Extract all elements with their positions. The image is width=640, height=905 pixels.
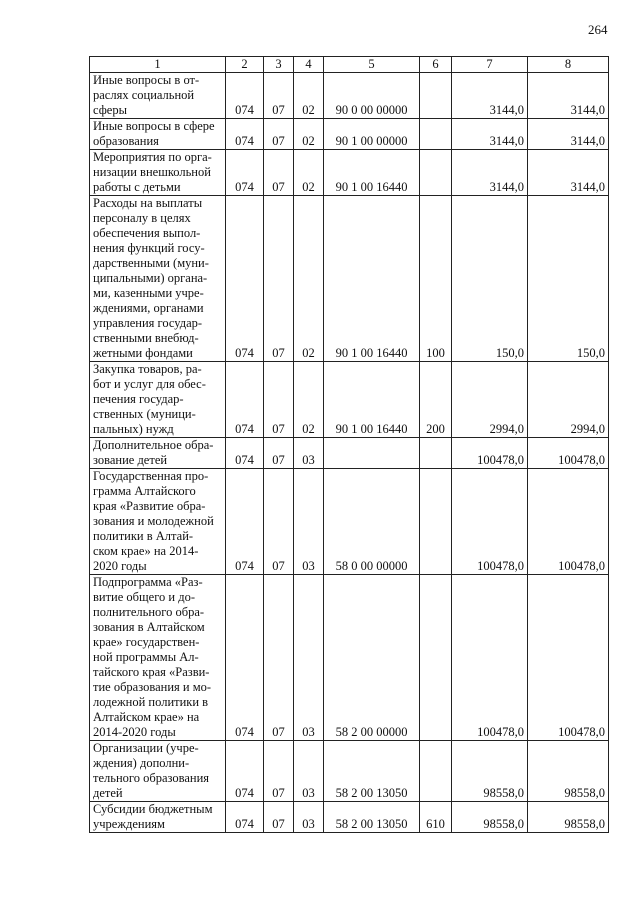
row-name-line: Расходы на выплаты: [93, 196, 203, 210]
row-name-cell: [90, 469, 226, 575]
ministry-code-cell: 074: [226, 741, 264, 802]
ministry-code-cell: 074: [226, 150, 264, 196]
column-header: 2: [226, 57, 264, 73]
subsection-code-cell: 03: [294, 438, 324, 469]
target-article-cell: 58 2 00 13050: [324, 741, 420, 802]
column-header: 8: [528, 57, 609, 73]
row-name-line: Государственная про-: [93, 469, 209, 483]
row-name-line: Иные вопросы в от-: [93, 73, 200, 87]
row-name-line: ми, казенными учре-: [93, 286, 204, 300]
row-name-line: ной программы Ал-: [93, 650, 199, 664]
row-name-line: полнительного обра-: [93, 605, 205, 619]
row-name-cell: [90, 196, 226, 362]
target-article-cell: 58 2 00 00000: [324, 575, 420, 741]
section-code-cell: 07: [264, 73, 294, 119]
target-article-cell: [324, 438, 420, 469]
subsection-code-cell: 02: [294, 150, 324, 196]
expense-type-cell: 610: [420, 802, 452, 833]
amount-cell: 3144,0: [528, 73, 609, 119]
row-name-line: крае» государствен-: [93, 635, 200, 649]
ministry-code-cell: 074: [226, 575, 264, 741]
row-name-line: управления государ-: [93, 316, 203, 330]
row-name-line: сферы: [93, 103, 127, 117]
section-code-cell: 07: [264, 362, 294, 438]
row-name-line: ственных (муници-: [93, 407, 196, 421]
expense-type-cell: 100: [420, 196, 452, 362]
amount-cell: 100478,0: [452, 575, 528, 741]
amount-cell: 98558,0: [528, 802, 609, 833]
row-name-line: края «Развитие обра-: [93, 499, 206, 513]
amount-cell: 98558,0: [452, 802, 528, 833]
amount-cell: 3144,0: [452, 73, 528, 119]
table-row: [90, 73, 609, 119]
amount-cell: 100478,0: [528, 469, 609, 575]
expense-type-cell: [420, 575, 452, 741]
subsection-code-cell: 02: [294, 362, 324, 438]
ministry-code-cell: 074: [226, 362, 264, 438]
amount-cell: 100478,0: [528, 575, 609, 741]
amount-cell: 3144,0: [452, 119, 528, 150]
header-row: [90, 57, 609, 73]
amount-cell: 150,0: [452, 196, 528, 362]
amount-cell: 100478,0: [452, 469, 528, 575]
section-code-cell: 07: [264, 575, 294, 741]
row-name-line: печения государ-: [93, 392, 184, 406]
row-name-line: Мероприятия по орга-: [93, 150, 212, 164]
section-code-cell: 07: [264, 469, 294, 575]
ministry-code-cell: 074: [226, 802, 264, 833]
row-name-line: 2014-2020 годы: [93, 725, 176, 739]
target-article-cell: 90 1 00 16440: [324, 196, 420, 362]
column-header: 6: [420, 57, 452, 73]
subsection-code-cell: 03: [294, 741, 324, 802]
subsection-code-cell: 02: [294, 119, 324, 150]
row-name-line: витие общего и до-: [93, 590, 195, 604]
amount-cell: 100478,0: [528, 438, 609, 469]
amount-cell: 100478,0: [452, 438, 528, 469]
row-name-line: обеспечения выпол-: [93, 226, 201, 240]
row-name-cell: [90, 150, 226, 196]
row-name-line: образования: [93, 134, 159, 148]
row-name-line: ципальными) органа-: [93, 271, 208, 285]
row-name-line: зования и молодежной: [93, 514, 214, 528]
expense-type-cell: [420, 741, 452, 802]
amount-cell: 98558,0: [528, 741, 609, 802]
row-name-line: зование детей: [93, 453, 168, 467]
budget-table: [89, 56, 609, 833]
table-row: [90, 362, 609, 438]
table-row: [90, 150, 609, 196]
row-name-line: тие образования и мо-: [93, 680, 212, 694]
ministry-code-cell: 074: [226, 196, 264, 362]
row-name-line: Дополнительное обра-: [93, 438, 214, 452]
subsection-code-cell: 03: [294, 469, 324, 575]
section-code-cell: 07: [264, 150, 294, 196]
row-name-line: низации внешкольной: [93, 165, 211, 179]
column-header: 5: [324, 57, 420, 73]
target-article-cell: 90 1 00 00000: [324, 119, 420, 150]
table-row: [90, 469, 609, 575]
expense-type-cell: [420, 150, 452, 196]
amount-cell: 2994,0: [528, 362, 609, 438]
row-name-line: Субсидии бюджетным: [93, 802, 213, 816]
row-name-line: лодежной политики в: [93, 695, 209, 709]
row-name-line: учреждениям: [93, 817, 165, 831]
row-name-line: зования в Алтайском: [93, 620, 205, 634]
amount-cell: 98558,0: [452, 741, 528, 802]
target-article-cell: 90 1 00 16440: [324, 362, 420, 438]
row-name-line: ском крае» на 2014-: [93, 544, 199, 558]
row-name-cell: [90, 741, 226, 802]
row-name-line: тельного образования: [93, 771, 210, 785]
amount-cell: 150,0: [528, 196, 609, 362]
amount-cell: 3144,0: [528, 150, 609, 196]
row-name-line: работы с детьми: [93, 180, 181, 194]
row-name-line: Закупка товаров, ра-: [93, 362, 202, 376]
table-row: [90, 575, 609, 741]
table-row: [90, 119, 609, 150]
ministry-code-cell: 074: [226, 119, 264, 150]
expense-type-cell: 200: [420, 362, 452, 438]
row-name-cell: [90, 362, 226, 438]
table-row: [90, 741, 609, 802]
row-name-line: тайского края «Разви-: [93, 665, 210, 679]
row-name-line: ственными внебюд-: [93, 331, 199, 345]
section-code-cell: 07: [264, 438, 294, 469]
row-name-line: дарственными (муни-: [93, 256, 209, 270]
amount-cell: 2994,0: [452, 362, 528, 438]
row-name-line: раслях социальной: [93, 88, 195, 102]
subsection-code-cell: 03: [294, 802, 324, 833]
ministry-code-cell: 074: [226, 438, 264, 469]
amount-cell: 3144,0: [528, 119, 609, 150]
expense-type-cell: [420, 119, 452, 150]
row-name-line: грамма Алтайского: [93, 484, 196, 498]
target-article-cell: 90 1 00 16440: [324, 150, 420, 196]
table-row: [90, 802, 609, 833]
row-name-line: Организации (учре-: [93, 741, 199, 755]
column-header: 7: [452, 57, 528, 73]
row-name-cell: [90, 119, 226, 150]
row-name-line: Подпрограмма «Раз-: [93, 575, 203, 589]
row-name-line: жетными фондами: [93, 346, 193, 360]
column-header: 4: [294, 57, 324, 73]
row-name-line: бот и услуг для обес-: [93, 377, 206, 391]
section-code-cell: 07: [264, 741, 294, 802]
row-name-line: ждения) дополни-: [93, 756, 190, 770]
row-name-cell: [90, 802, 226, 833]
target-article-cell: 58 2 00 13050: [324, 802, 420, 833]
row-name-line: нения функций госу-: [93, 241, 205, 255]
amount-cell: 3144,0: [452, 150, 528, 196]
section-code-cell: 07: [264, 802, 294, 833]
row-name-line: детей: [93, 786, 123, 800]
target-article-cell: 58 0 00 00000: [324, 469, 420, 575]
ministry-code-cell: 074: [226, 469, 264, 575]
section-code-cell: 07: [264, 119, 294, 150]
row-name-line: политики в Алтай-: [93, 529, 194, 543]
target-article-cell: 90 0 00 00000: [324, 73, 420, 119]
row-name-cell: [90, 73, 226, 119]
row-name-line: 2020 годы: [93, 559, 147, 573]
column-header: 1: [90, 57, 226, 73]
subsection-code-cell: 02: [294, 196, 324, 362]
expense-type-cell: [420, 438, 452, 469]
row-name-cell: [90, 575, 226, 741]
expense-type-cell: [420, 73, 452, 119]
subsection-code-cell: 02: [294, 73, 324, 119]
section-code-cell: 07: [264, 196, 294, 362]
row-name-line: пальных) нужд: [93, 422, 174, 436]
row-name-line: Алтайском крае» на: [93, 710, 200, 724]
table-row: [90, 196, 609, 362]
subsection-code-cell: 03: [294, 575, 324, 741]
row-name-line: ждениями, органами: [93, 301, 204, 315]
row-name-cell: [90, 438, 226, 469]
page-number: 264: [588, 22, 608, 37]
row-name-line: персоналу в целях: [93, 211, 191, 225]
table-row: [90, 438, 609, 469]
ministry-code-cell: 074: [226, 73, 264, 119]
row-name-line: Иные вопросы в сфере: [93, 119, 215, 133]
expense-type-cell: [420, 469, 452, 575]
column-header: 3: [264, 57, 294, 73]
